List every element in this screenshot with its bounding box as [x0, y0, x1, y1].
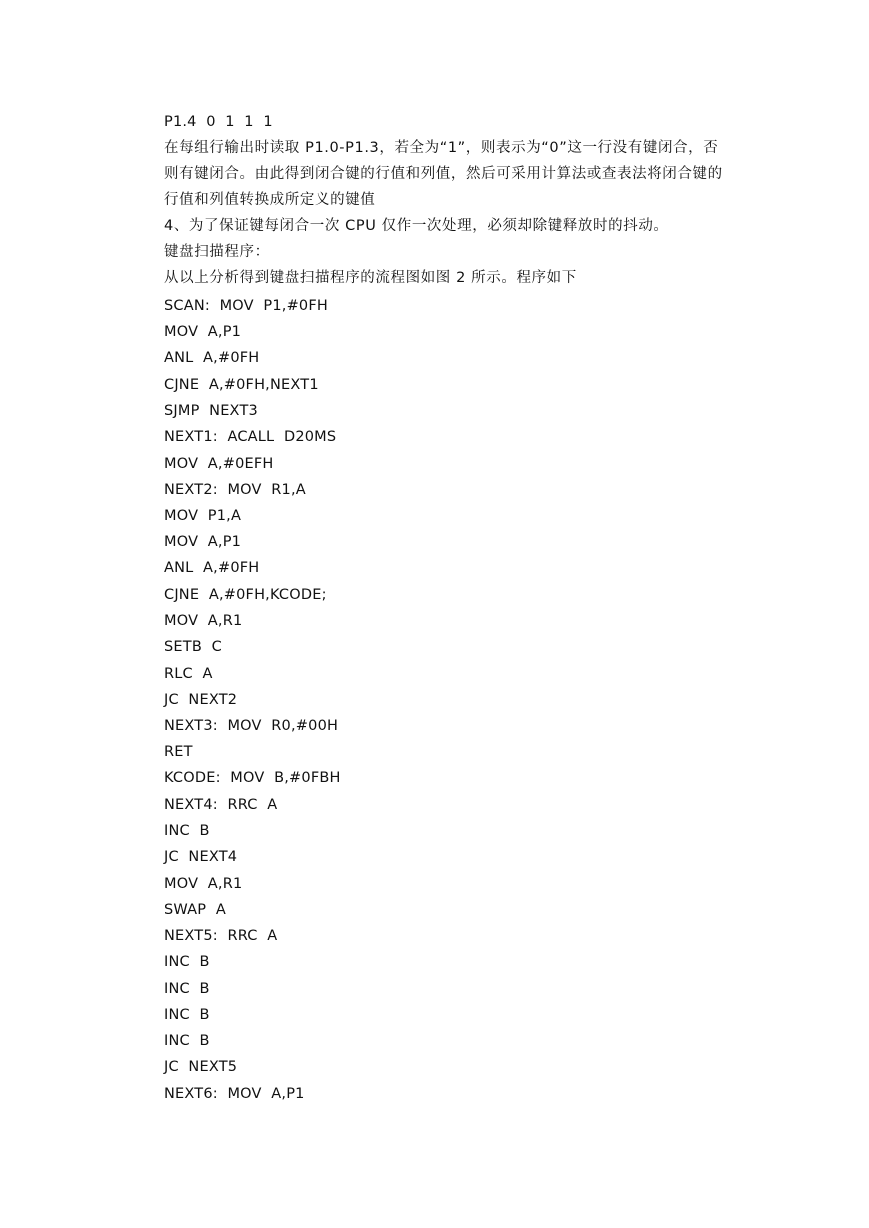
- code-line: MOV A,R1: [164, 613, 243, 629]
- code-line: INC B: [164, 1033, 210, 1049]
- code-line: KCODE: MOV B,#0FBH: [164, 770, 341, 786]
- code-line: CJNE A,#0FH,NEXT1: [164, 377, 319, 393]
- code-line: RET: [164, 744, 193, 760]
- code-line: INC B: [164, 1007, 210, 1023]
- code-line: ANL A,#0FH: [164, 560, 260, 576]
- code-line: MOV A,P1: [164, 534, 242, 550]
- code-line: MOV A,P1: [164, 324, 242, 340]
- code-line: JC NEXT2: [164, 692, 238, 708]
- paragraph-debounce: 4、为了保证键每闭合一次 CPU 仅作一次处理，必须却除键释放时的抖动。: [164, 218, 669, 234]
- code-line: CJNE A,#0FH,KCODE;: [164, 587, 327, 603]
- code-line: NEXT4: RRC A: [164, 797, 278, 813]
- code-line: MOV A,R1: [164, 876, 243, 892]
- code-line: SWAP A: [164, 902, 226, 918]
- code-line: INC B: [164, 823, 210, 839]
- code-line: INC B: [164, 954, 210, 970]
- code-line: INC B: [164, 981, 210, 997]
- code-line: JC NEXT4: [164, 849, 238, 865]
- section-heading: 键盘扫描程序：: [164, 244, 270, 260]
- code-line: SJMP NEXT3: [164, 403, 258, 419]
- paragraph-line-2: 则有键闭合。由此得到闭合键的行值和列值，然后可采用计算法或查表法将闭合键的: [164, 166, 723, 182]
- code-line: SETB C: [164, 639, 222, 655]
- code-line: NEXT1: ACALL D20MS: [164, 429, 337, 445]
- code-line: MOV A,#0EFH: [164, 456, 274, 472]
- paragraph-line-1: 在每组行输出时读取 P1.0-P1.3，若全为“1”，则表示为“0”这一行没有键闭合，否: [164, 140, 719, 156]
- code-line: NEXT5: RRC A: [164, 928, 278, 944]
- code-line: SCAN: MOV P1,#0FH: [164, 298, 329, 314]
- code-line: JC NEXT5: [164, 1059, 238, 1075]
- table-row-p14: P1.4 0 1 1 1: [164, 114, 273, 130]
- code-line: MOV P1,A: [164, 508, 242, 524]
- code-line: NEXT2: MOV R1,A: [164, 482, 306, 498]
- code-line: NEXT6: MOV A,P1: [164, 1086, 305, 1102]
- code-line: NEXT3: MOV R0,#00H: [164, 718, 339, 734]
- program-intro: 从以上分析得到键盘扫描程序的流程图如图 2 所示。程序如下: [164, 270, 577, 286]
- code-line: ANL A,#0FH: [164, 350, 260, 366]
- paragraph-line-3: 行值和列值转换成所定义的键值: [164, 192, 376, 208]
- code-line: RLC A: [164, 666, 213, 682]
